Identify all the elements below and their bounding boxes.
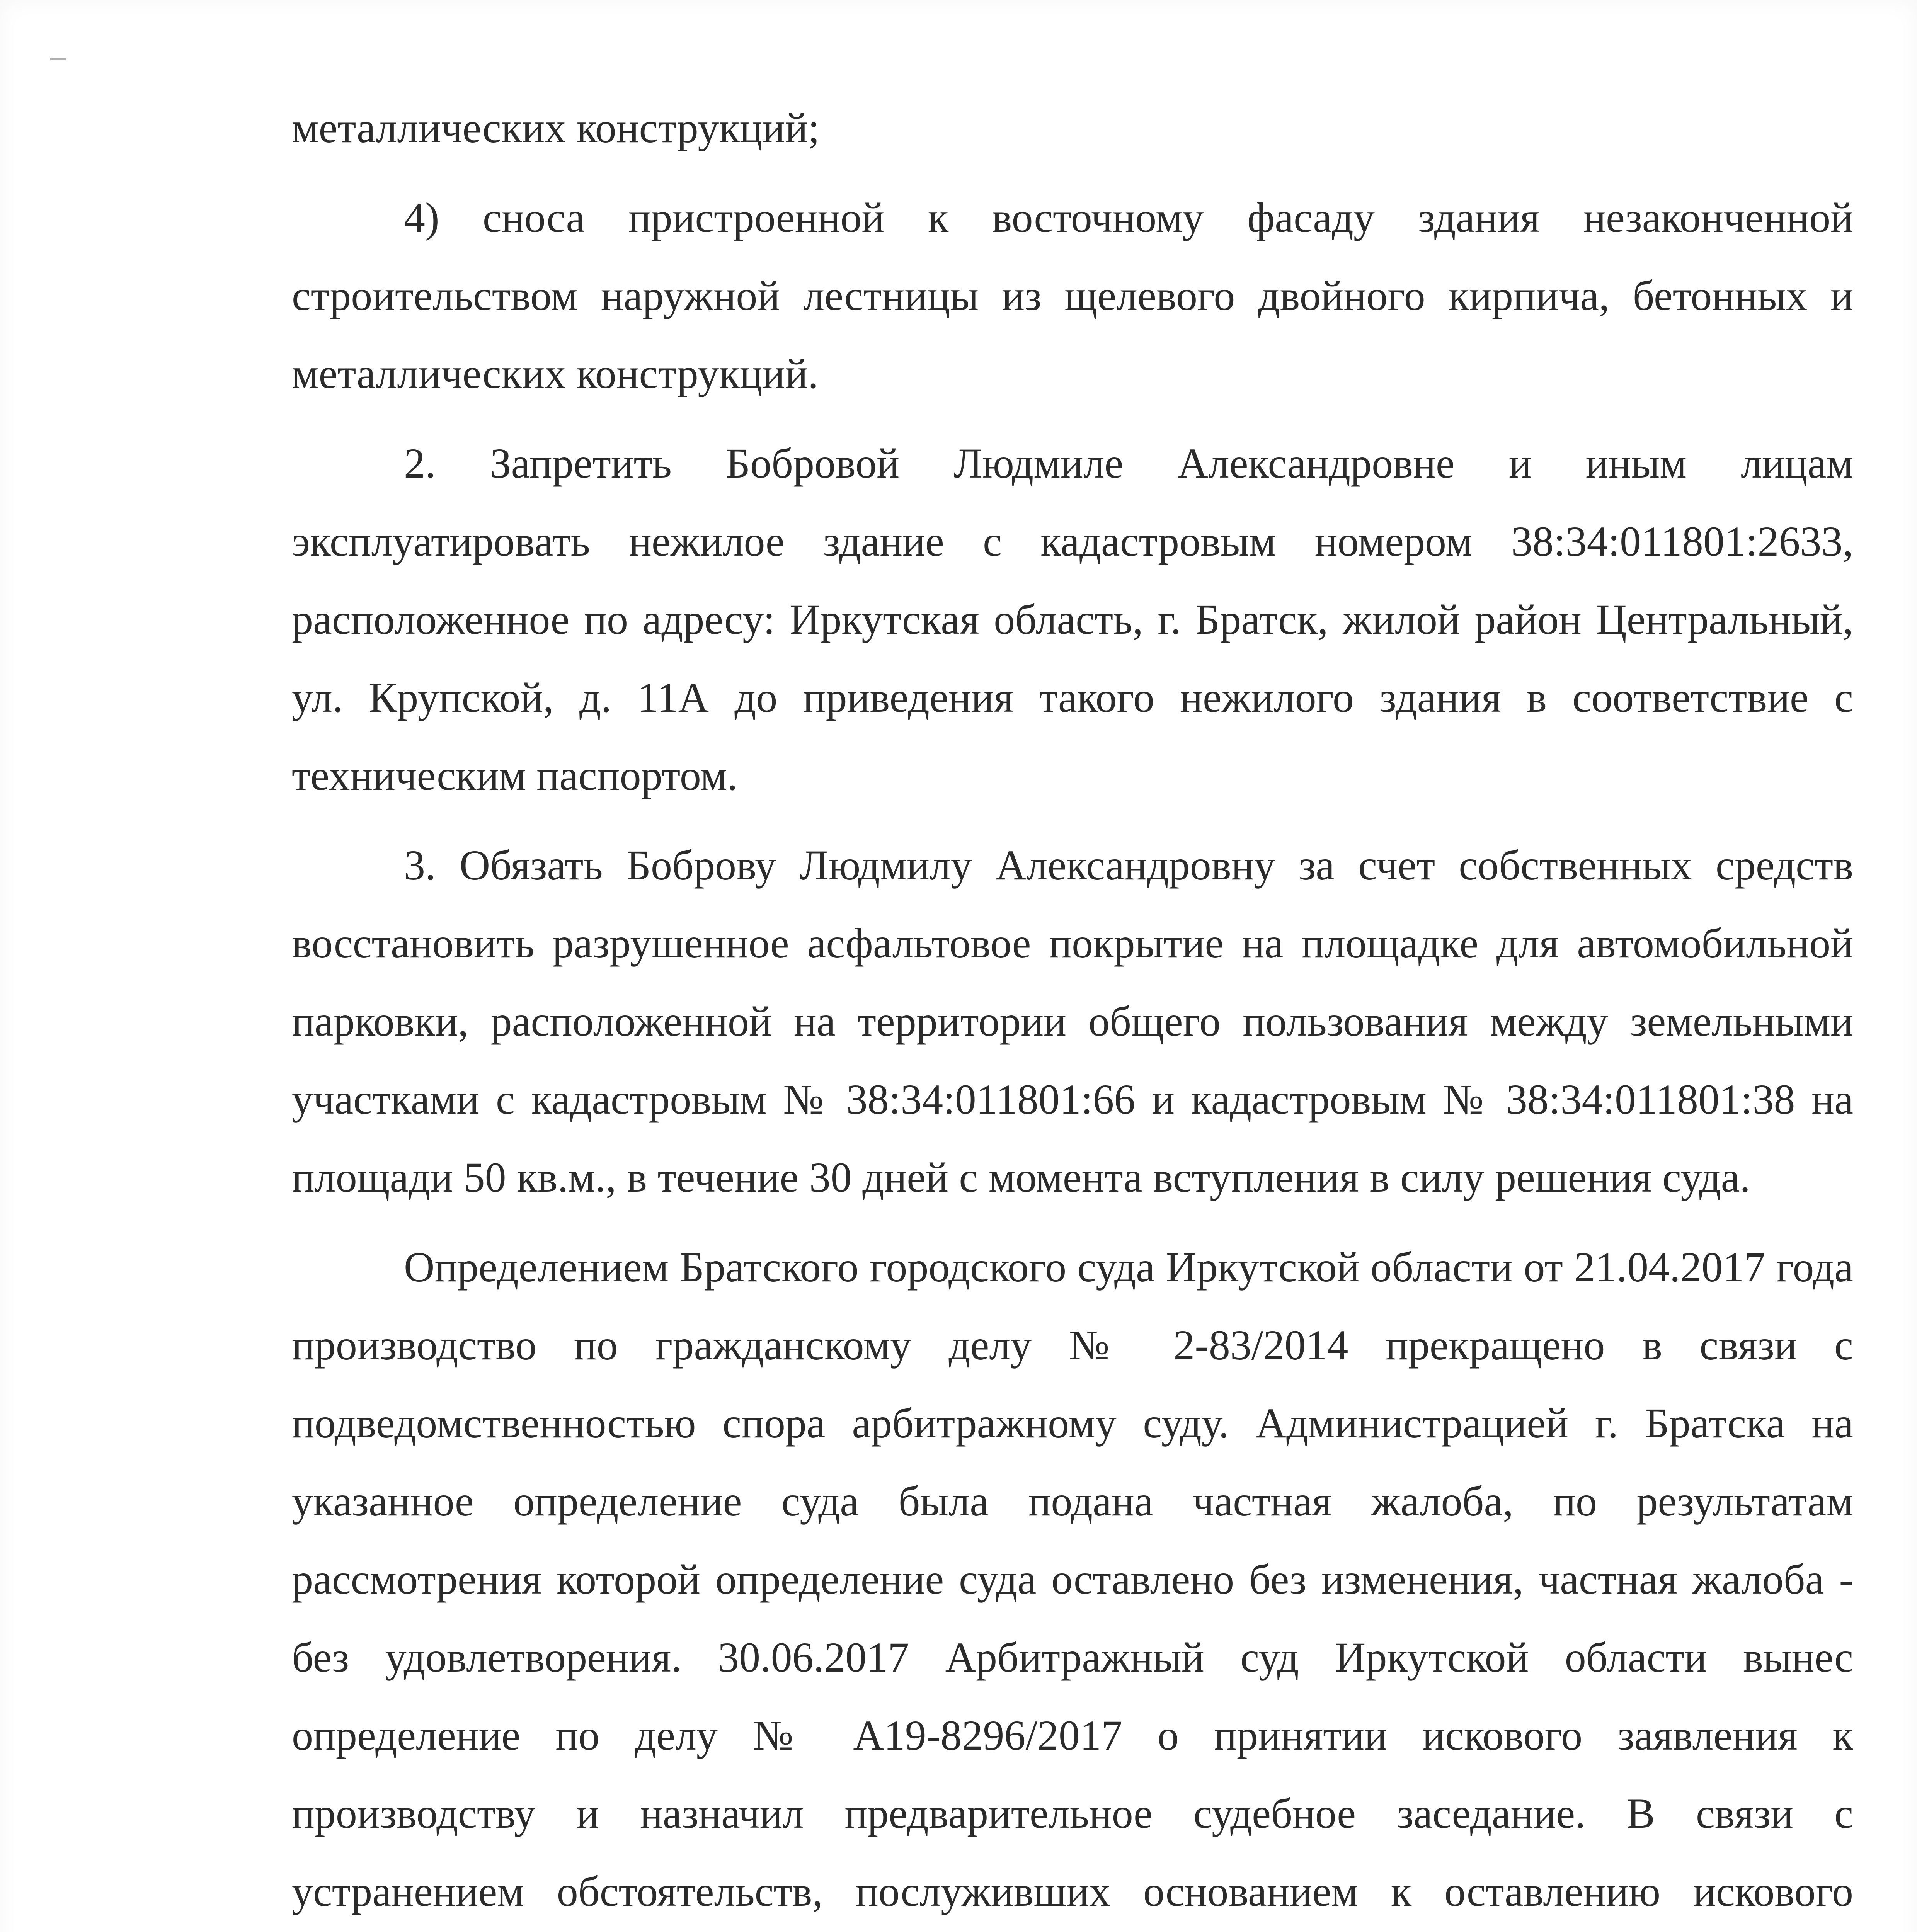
paragraph-item-3: 3. Обязать Боброву Людмилу Александровну за счет собственных средств восстановить разрушенное асфальтовое покрытие на площадке для автомобильной парковки, расположенной на территории общего пользования между земельными участками с кадастровым № 38:34:011801:66 и кадастровым № 38:34:011801:38 на площади 50 кв.м., в течение 30 дней с момента вступления в силу решения суда. — [292, 842, 1853, 1201]
scan-mark — [50, 58, 66, 60]
paragraph-item-2: 2. Запретить Бобровой Людмиле Александровне и иным лицам эксплуатировать нежилое здание с кадастровым номером 38:34:011801:2633, расположенное по адресу: Иркутская область, г. Братск, жилой район Центральный, ул. Крупской, д. 11А до приведения такого нежилого здания в соответствие с техническим паспортом. — [292, 440, 1853, 799]
paragraph-court-ruling: Определением Братского городского суда Иркутской области от 21.04.2017 года производство по гражданскому делу № 2-83/2014 прекращено в связи с подведомственностью спора арбитражному суду. Администрацией г. Братска на указанное определение суда была подана частная жалоба, по результатам рассмотрения которой определение суда оставлено без изменения, частная жалоба - без удовлетворения. 30.06.2017 Арбитражный суд Иркутской области вынес определение по делу № А19-8296/2017 о принятии искового заявления к производству и назначил предварительное судебное заседание. В связи с устранением обстоятельств, послуживших основанием к оставлению искового — [292, 1243, 1853, 1915]
document-body — [292, 89, 1853, 1932]
paragraph-item-4: 4) сноса пристроенной к восточному фасаду здания незаконченной строительством наружной лестницы из щелевого двойного кирпича, бетонных и металлических конструкций. — [292, 194, 1853, 397]
paragraph-continuation: металлических конструкций; — [292, 104, 820, 151]
